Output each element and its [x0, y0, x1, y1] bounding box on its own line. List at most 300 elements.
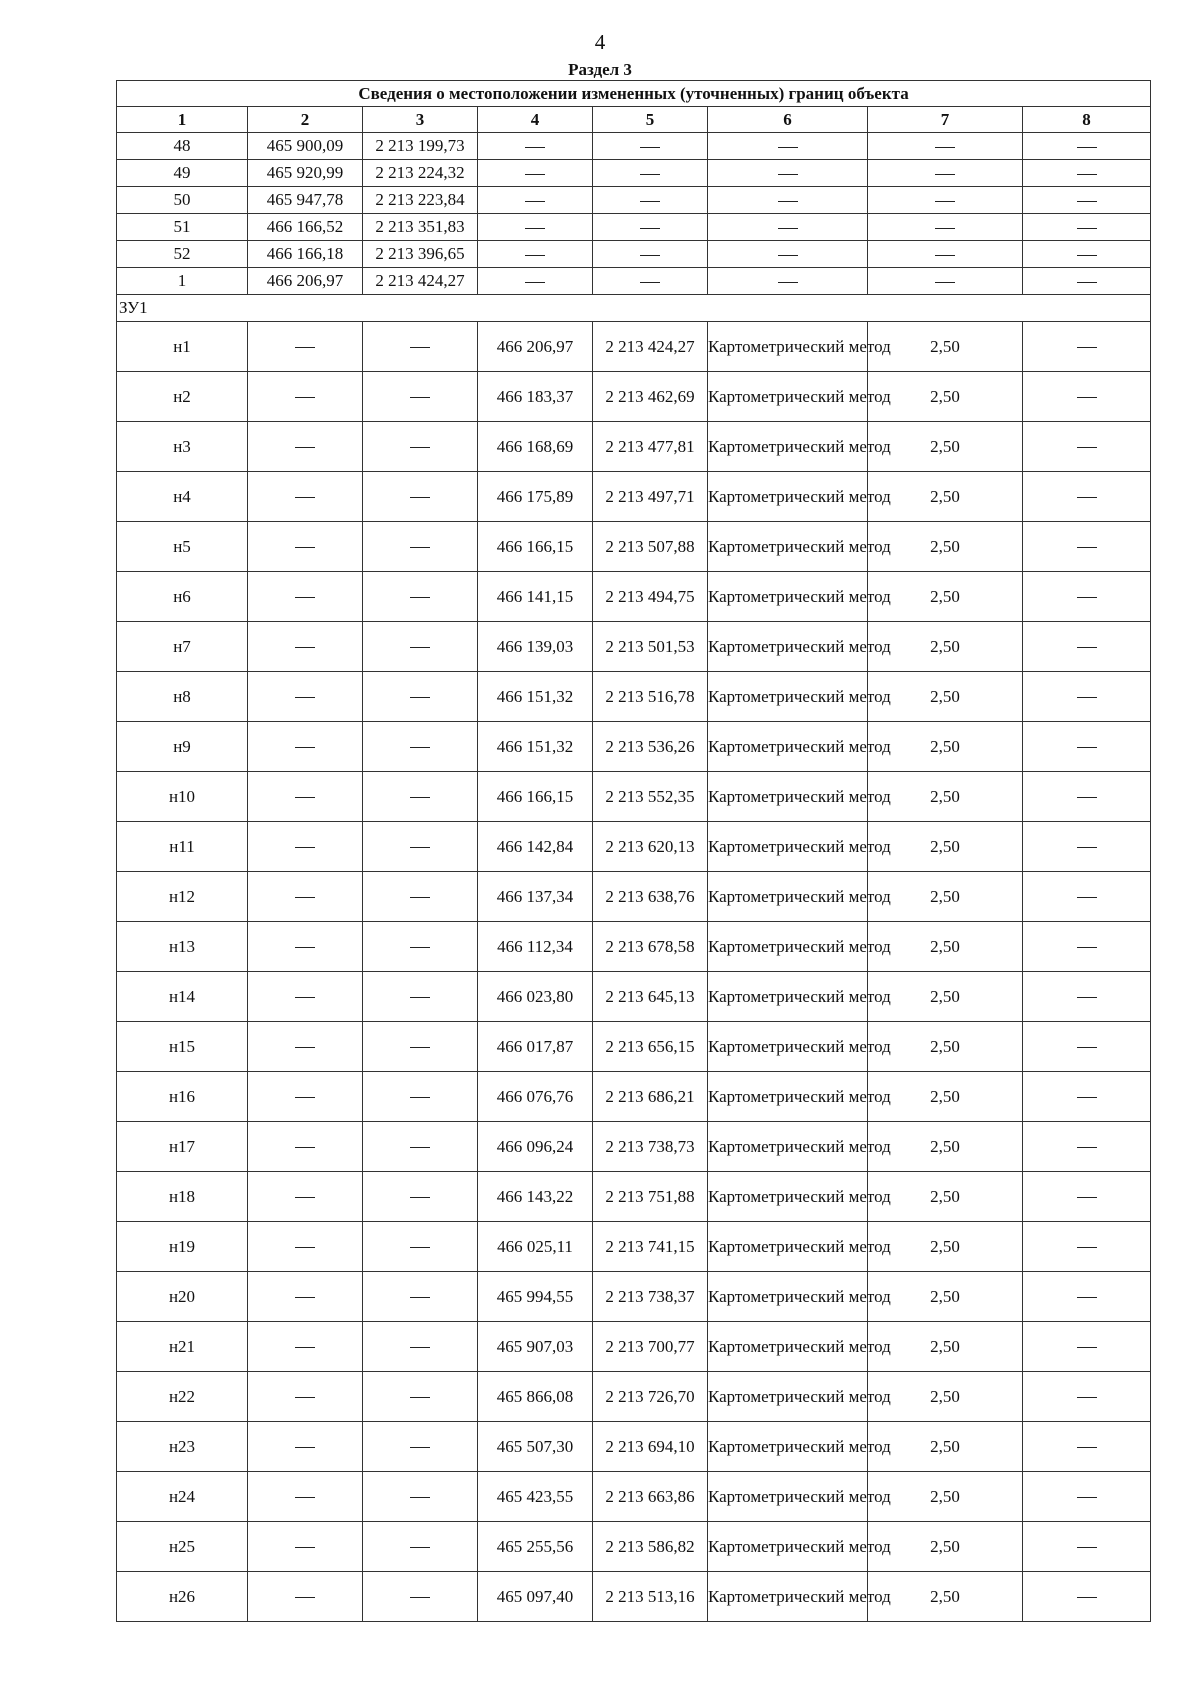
- dash-mark: [410, 597, 430, 598]
- dash-mark: [1077, 201, 1097, 202]
- section-title: Раздел 3: [568, 60, 632, 79]
- empty-cell: [868, 214, 1023, 241]
- empty-cell: [1023, 922, 1151, 972]
- empty-cell: [363, 1272, 478, 1322]
- empty-cell: [1023, 214, 1151, 241]
- dash-mark: [410, 947, 430, 948]
- table-row: [117, 1472, 1151, 1522]
- new-y: 2 213 507,88: [593, 522, 708, 572]
- empty-cell: [248, 322, 363, 372]
- empty-cell: [248, 1222, 363, 1272]
- table-row: [117, 1372, 1151, 1422]
- empty-cell: [1023, 322, 1151, 372]
- dash-mark: [410, 647, 430, 648]
- new-y: 2 213 751,88: [593, 1172, 708, 1222]
- dash-mark: [525, 228, 545, 229]
- empty-cell: [1023, 622, 1151, 672]
- dash-mark: [778, 174, 798, 175]
- empty-cell: [478, 187, 593, 214]
- accuracy-cell: 2,50: [868, 1072, 1023, 1122]
- dash-mark: [1077, 255, 1097, 256]
- column-number-row: [117, 107, 1151, 133]
- new-y: 2 213 620,13: [593, 822, 708, 872]
- column-number: 3: [363, 107, 478, 133]
- empty-cell: [248, 972, 363, 1022]
- group-label: ЗУ1: [117, 295, 1151, 322]
- point-number: н17: [117, 1122, 248, 1172]
- existing-y: 2 213 224,32: [363, 160, 478, 187]
- empty-cell: [868, 268, 1023, 295]
- point-number: н19: [117, 1222, 248, 1272]
- dash-mark: [295, 397, 315, 398]
- empty-cell: [708, 268, 868, 295]
- empty-cell: [1023, 1522, 1151, 1572]
- point-number: н14: [117, 972, 248, 1022]
- accuracy-cell: 2,50: [868, 1172, 1023, 1222]
- dash-mark: [410, 847, 430, 848]
- existing-y: 2 213 424,27: [363, 268, 478, 295]
- empty-cell: [248, 472, 363, 522]
- existing-x: 466 206,97: [248, 268, 363, 295]
- new-y: 2 213 638,76: [593, 872, 708, 922]
- new-y: 2 213 516,78: [593, 672, 708, 722]
- method-cell: Картометрический метод: [708, 1372, 868, 1422]
- empty-cell: [248, 1572, 363, 1622]
- dash-mark: [640, 255, 660, 256]
- method-cell: Картометрический метод: [708, 522, 868, 572]
- existing-x: 466 166,18: [248, 241, 363, 268]
- new-x: 465 255,56: [478, 1522, 593, 1572]
- dash-mark: [1077, 147, 1097, 148]
- empty-cell: [363, 1522, 478, 1572]
- empty-cell: [363, 422, 478, 472]
- empty-cell: [1023, 1222, 1151, 1272]
- empty-cell: [1023, 1172, 1151, 1222]
- accuracy-cell: 2,50: [868, 772, 1023, 822]
- method-cell: Картометрический метод: [708, 772, 868, 822]
- dash-mark: [778, 282, 798, 283]
- method-cell: Картометрический метод: [708, 972, 868, 1022]
- point-number: н26: [117, 1572, 248, 1622]
- dash-mark: [295, 997, 315, 998]
- table-row: [117, 1222, 1151, 1272]
- dash-mark: [410, 347, 430, 348]
- new-x: 466 142,84: [478, 822, 593, 872]
- empty-cell: [248, 1422, 363, 1472]
- dash-mark: [295, 1247, 315, 1248]
- dash-mark: [1077, 747, 1097, 748]
- empty-cell: [593, 214, 708, 241]
- table-row: [117, 1522, 1151, 1572]
- dash-mark: [1077, 847, 1097, 848]
- point-number: н8: [117, 672, 248, 722]
- point-number: н4: [117, 472, 248, 522]
- dash-mark: [410, 447, 430, 448]
- empty-cell: [363, 872, 478, 922]
- table-row: [117, 372, 1151, 422]
- dash-mark: [778, 147, 798, 148]
- new-x: 466 017,87: [478, 1022, 593, 1072]
- empty-cell: [868, 160, 1023, 187]
- dash-mark: [1077, 1397, 1097, 1398]
- accuracy-cell: 2,50: [868, 1272, 1023, 1322]
- dash-mark: [295, 347, 315, 348]
- dash-mark: [1077, 228, 1097, 229]
- accuracy-cell: 2,50: [868, 822, 1023, 872]
- empty-cell: [1023, 1572, 1151, 1622]
- empty-cell: [363, 722, 478, 772]
- table-row: [117, 1322, 1151, 1372]
- empty-cell: [1023, 1322, 1151, 1372]
- dash-mark: [295, 697, 315, 698]
- empty-cell: [248, 672, 363, 722]
- table-row: [117, 772, 1151, 822]
- point-number: н20: [117, 1272, 248, 1322]
- dash-mark: [1077, 997, 1097, 998]
- new-x: 466 151,32: [478, 722, 593, 772]
- empty-cell: [1023, 268, 1151, 295]
- dash-mark: [1077, 947, 1097, 948]
- new-y: 2 213 663,86: [593, 1472, 708, 1522]
- dash-mark: [525, 201, 545, 202]
- empty-cell: [593, 133, 708, 160]
- point-number: н6: [117, 572, 248, 622]
- method-cell: Картометрический метод: [708, 472, 868, 522]
- empty-cell: [708, 133, 868, 160]
- dash-mark: [1077, 1347, 1097, 1348]
- new-y: 2 213 552,35: [593, 772, 708, 822]
- method-cell: Картометрический метод: [708, 622, 868, 672]
- table-row: [117, 922, 1151, 972]
- new-x: 466 206,97: [478, 322, 593, 372]
- empty-cell: [708, 160, 868, 187]
- empty-cell: [248, 772, 363, 822]
- new-y: 2 213 462,69: [593, 372, 708, 422]
- point-number: н11: [117, 822, 248, 872]
- dash-mark: [410, 797, 430, 798]
- point-number: 50: [117, 187, 248, 214]
- empty-cell: [1023, 522, 1151, 572]
- new-y: 2 213 738,73: [593, 1122, 708, 1172]
- point-number: н9: [117, 722, 248, 772]
- empty-cell: [248, 622, 363, 672]
- empty-cell: [1023, 672, 1151, 722]
- dash-mark: [295, 647, 315, 648]
- method-cell: Картометрический метод: [708, 822, 868, 872]
- dash-mark: [1077, 1097, 1097, 1098]
- dash-mark: [295, 747, 315, 748]
- dash-mark: [640, 282, 660, 283]
- new-x: 465 507,30: [478, 1422, 593, 1472]
- empty-cell: [1023, 241, 1151, 268]
- new-x: 465 907,03: [478, 1322, 593, 1372]
- dash-mark: [295, 497, 315, 498]
- empty-cell: [1023, 1122, 1151, 1172]
- column-number: 7: [868, 107, 1023, 133]
- empty-cell: [868, 133, 1023, 160]
- empty-cell: [593, 268, 708, 295]
- empty-cell: [248, 1472, 363, 1522]
- empty-cell: [363, 922, 478, 972]
- dash-mark: [295, 1597, 315, 1598]
- empty-cell: [1023, 133, 1151, 160]
- dash-mark: [410, 1197, 430, 1198]
- dash-mark: [410, 1597, 430, 1598]
- dash-mark: [935, 174, 955, 175]
- column-number: 6: [708, 107, 868, 133]
- dash-mark: [410, 1247, 430, 1248]
- accuracy-cell: 2,50: [868, 1572, 1023, 1622]
- new-x: 466 166,15: [478, 772, 593, 822]
- empty-cell: [593, 187, 708, 214]
- point-number: н2: [117, 372, 248, 422]
- dash-mark: [410, 1347, 430, 1348]
- dash-mark: [295, 1497, 315, 1498]
- column-number: 4: [478, 107, 593, 133]
- point-number: н23: [117, 1422, 248, 1472]
- empty-cell: [1023, 972, 1151, 1022]
- empty-cell: [1023, 772, 1151, 822]
- dash-mark: [640, 147, 660, 148]
- empty-cell: [248, 1022, 363, 1072]
- empty-cell: [478, 133, 593, 160]
- dash-mark: [1077, 1447, 1097, 1448]
- dash-mark: [410, 547, 430, 548]
- empty-cell: [248, 822, 363, 872]
- dash-mark: [410, 1297, 430, 1298]
- page-number: 4: [594, 30, 606, 54]
- dash-mark: [1077, 1247, 1097, 1248]
- empty-cell: [248, 1372, 363, 1422]
- table-row: [117, 422, 1151, 472]
- new-y: 2 213 424,27: [593, 322, 708, 372]
- new-x: 466 141,15: [478, 572, 593, 622]
- dash-mark: [410, 1097, 430, 1098]
- existing-x: 466 166,52: [248, 214, 363, 241]
- empty-cell: [1023, 372, 1151, 422]
- new-x: 466 183,37: [478, 372, 593, 422]
- empty-cell: [1023, 822, 1151, 872]
- dash-mark: [295, 797, 315, 798]
- empty-cell: [363, 572, 478, 622]
- empty-cell: [248, 572, 363, 622]
- table-row: [117, 1172, 1151, 1222]
- method-cell: Картометрический метод: [708, 1522, 868, 1572]
- new-x: 466 137,34: [478, 872, 593, 922]
- accuracy-cell: 2,50: [868, 1022, 1023, 1072]
- new-y: 2 213 586,82: [593, 1522, 708, 1572]
- empty-cell: [1023, 472, 1151, 522]
- new-x: 466 151,32: [478, 672, 593, 722]
- point-number: н3: [117, 422, 248, 472]
- dash-mark: [1077, 697, 1097, 698]
- dash-mark: [1077, 797, 1097, 798]
- table-body: [117, 81, 1151, 1622]
- dash-mark: [1077, 547, 1097, 548]
- point-number: н22: [117, 1372, 248, 1422]
- empty-cell: [478, 160, 593, 187]
- dash-mark: [295, 1447, 315, 1448]
- dash-mark: [1077, 1497, 1097, 1498]
- dash-mark: [935, 201, 955, 202]
- empty-cell: [1023, 872, 1151, 922]
- new-y: 2 213 513,16: [593, 1572, 708, 1622]
- empty-cell: [248, 1522, 363, 1572]
- table-row: [117, 1572, 1151, 1622]
- table-row: [117, 160, 1151, 187]
- new-y: 2 213 477,81: [593, 422, 708, 472]
- existing-y: 2 213 396,65: [363, 241, 478, 268]
- existing-x: 465 947,78: [248, 187, 363, 214]
- dash-mark: [640, 174, 660, 175]
- point-number: н21: [117, 1322, 248, 1372]
- empty-cell: [248, 1122, 363, 1172]
- table-row: [117, 722, 1151, 772]
- dash-mark: [935, 255, 955, 256]
- new-y: 2 213 501,53: [593, 622, 708, 672]
- dash-mark: [1077, 497, 1097, 498]
- dash-mark: [295, 897, 315, 898]
- dash-mark: [295, 847, 315, 848]
- point-number: н1: [117, 322, 248, 372]
- empty-cell: [1023, 1422, 1151, 1472]
- empty-cell: [248, 522, 363, 572]
- column-number: 8: [1023, 107, 1151, 133]
- point-number: н18: [117, 1172, 248, 1222]
- empty-cell: [248, 372, 363, 422]
- method-cell: Картометрический метод: [708, 1422, 868, 1472]
- empty-cell: [248, 922, 363, 972]
- new-y: 2 213 741,15: [593, 1222, 708, 1272]
- dash-mark: [295, 1297, 315, 1298]
- new-y: 2 213 694,10: [593, 1422, 708, 1472]
- new-x: 466 139,03: [478, 622, 593, 672]
- method-cell: Картометрический метод: [708, 1022, 868, 1072]
- dash-mark: [525, 174, 545, 175]
- table-row: [117, 622, 1151, 672]
- dash-mark: [525, 282, 545, 283]
- accuracy-cell: 2,50: [868, 922, 1023, 972]
- table-row: [117, 1122, 1151, 1172]
- dash-mark: [295, 1147, 315, 1148]
- method-cell: Картометрический метод: [708, 922, 868, 972]
- point-number: н16: [117, 1072, 248, 1122]
- point-number: н15: [117, 1022, 248, 1072]
- dash-mark: [1077, 897, 1097, 898]
- new-y: 2 213 536,26: [593, 722, 708, 772]
- new-x: 466 175,89: [478, 472, 593, 522]
- empty-cell: [868, 241, 1023, 268]
- empty-cell: [363, 972, 478, 1022]
- new-x: 466 096,24: [478, 1122, 593, 1172]
- accuracy-cell: 2,50: [868, 322, 1023, 372]
- new-x: 465 866,08: [478, 1372, 593, 1422]
- accuracy-cell: 2,50: [868, 622, 1023, 672]
- empty-cell: [478, 241, 593, 268]
- new-y: 2 213 645,13: [593, 972, 708, 1022]
- empty-cell: [248, 422, 363, 472]
- empty-cell: [363, 472, 478, 522]
- dash-mark: [525, 147, 545, 148]
- empty-cell: [708, 241, 868, 268]
- new-y: 2 213 678,58: [593, 922, 708, 972]
- empty-cell: [363, 1122, 478, 1172]
- dash-mark: [295, 597, 315, 598]
- table-row: [117, 472, 1151, 522]
- existing-x: 465 920,99: [248, 160, 363, 187]
- coordinates-table: [116, 80, 1151, 1622]
- empty-cell: [1023, 572, 1151, 622]
- empty-cell: [248, 1072, 363, 1122]
- dash-mark: [410, 1397, 430, 1398]
- dash-mark: [640, 201, 660, 202]
- new-y: 2 213 726,70: [593, 1372, 708, 1422]
- table-row: [117, 672, 1151, 722]
- point-number: 1: [117, 268, 248, 295]
- empty-cell: [363, 322, 478, 372]
- empty-cell: [363, 1372, 478, 1422]
- new-y: 2 213 686,21: [593, 1072, 708, 1122]
- empty-cell: [478, 214, 593, 241]
- empty-cell: [363, 372, 478, 422]
- empty-cell: [868, 187, 1023, 214]
- accuracy-cell: 2,50: [868, 572, 1023, 622]
- accuracy-cell: 2,50: [868, 1122, 1023, 1172]
- method-cell: Картометрический метод: [708, 1072, 868, 1122]
- point-number: 52: [117, 241, 248, 268]
- dash-mark: [295, 447, 315, 448]
- existing-x: 465 900,09: [248, 133, 363, 160]
- method-cell: Картометрический метод: [708, 1222, 868, 1272]
- new-y: 2 213 738,37: [593, 1272, 708, 1322]
- empty-cell: [248, 1172, 363, 1222]
- empty-cell: [1023, 160, 1151, 187]
- table-caption-row: [117, 81, 1151, 107]
- new-x: 466 143,22: [478, 1172, 593, 1222]
- dash-mark: [1077, 347, 1097, 348]
- new-y: 2 213 494,75: [593, 572, 708, 622]
- dash-mark: [778, 228, 798, 229]
- empty-cell: [1023, 1072, 1151, 1122]
- method-cell: Картометрический метод: [708, 572, 868, 622]
- new-y: 2 213 497,71: [593, 472, 708, 522]
- accuracy-cell: 2,50: [868, 1322, 1023, 1372]
- empty-cell: [248, 872, 363, 922]
- dash-mark: [410, 897, 430, 898]
- table-row: [117, 1422, 1151, 1472]
- empty-cell: [593, 160, 708, 187]
- accuracy-cell: 2,50: [868, 672, 1023, 722]
- method-cell: Картометрический метод: [708, 1122, 868, 1172]
- method-cell: Картометрический метод: [708, 722, 868, 772]
- empty-cell: [708, 187, 868, 214]
- point-number: н13: [117, 922, 248, 972]
- dash-mark: [935, 147, 955, 148]
- dash-mark: [778, 201, 798, 202]
- new-x: 466 166,15: [478, 522, 593, 572]
- dash-mark: [410, 697, 430, 698]
- table-row: [117, 241, 1151, 268]
- accuracy-cell: 2,50: [868, 1522, 1023, 1572]
- dash-mark: [295, 1097, 315, 1098]
- accuracy-cell: 2,50: [868, 1372, 1023, 1422]
- table-row: [117, 1072, 1151, 1122]
- column-number: 1: [117, 107, 248, 133]
- point-number: н12: [117, 872, 248, 922]
- dash-mark: [410, 397, 430, 398]
- empty-cell: [1023, 1472, 1151, 1522]
- empty-cell: [593, 241, 708, 268]
